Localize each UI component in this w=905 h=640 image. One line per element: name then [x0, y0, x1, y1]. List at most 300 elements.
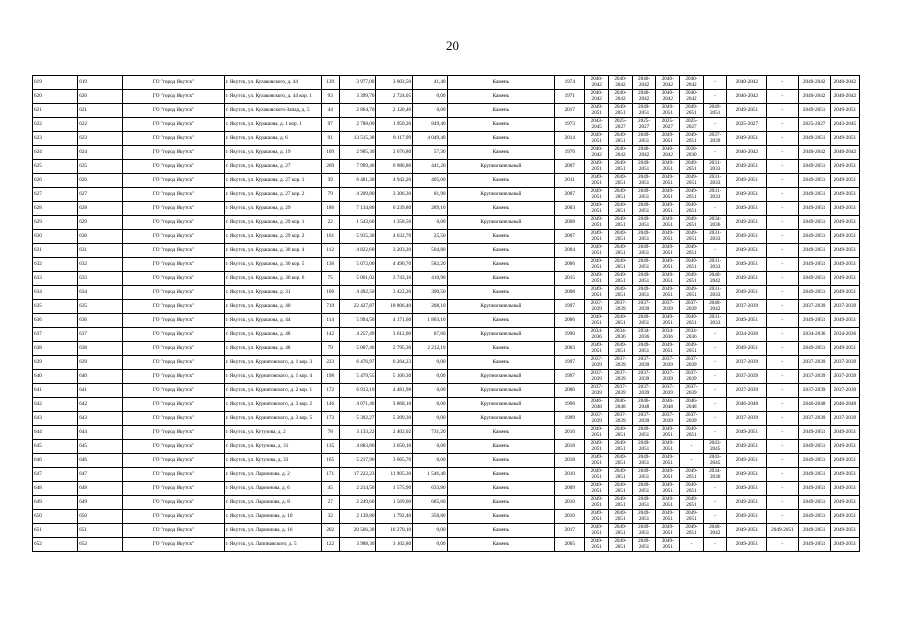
- cell-year-built: 2007: [555, 230, 585, 244]
- cell-sewer-repair: 2037-2039: [680, 412, 704, 426]
- cell-roof-repair: 2049-2051: [585, 286, 609, 300]
- cell-electric-repair: 2037-2039: [727, 384, 767, 398]
- cell-municipality: ГО "город Якутск": [123, 300, 224, 314]
- cell-gas-repair: -: [767, 258, 798, 272]
- cell-basement-repair: 2049-2051: [798, 132, 830, 146]
- cell-year-built: 2010: [555, 426, 585, 440]
- cell-address: г. Якутск, ул. Курнатовского, д. 3 кор. 5: [224, 412, 321, 426]
- cell-roof-repair: 2040-2042: [585, 76, 609, 90]
- cell-year-built: 2006: [555, 314, 585, 328]
- cell-wall-material: Крупнопанельный: [447, 160, 555, 174]
- cell-basement-repair: 2049-2051: [798, 454, 830, 468]
- cell-roof-repair: 2049-2051: [585, 524, 609, 538]
- cell-facade-repair: 2040-2042: [609, 76, 633, 90]
- cell-living-area: 3 743,16: [376, 272, 413, 286]
- cell-residents: 186: [321, 202, 339, 216]
- cell-facade-repair: 2049-2051: [609, 482, 633, 496]
- cell-number: 646: [33, 454, 78, 468]
- cell-roof-repair: 2049-2051: [585, 244, 609, 258]
- cell-electric-repair: 2046-2048: [727, 398, 767, 412]
- cell-water-repair: 2049-2051: [656, 216, 680, 230]
- cell-wall-material: Камень: [447, 90, 555, 104]
- cell-electric-repair: 2049-2051: [727, 244, 767, 258]
- cell-basement-repair: 2049-2051: [798, 482, 830, 496]
- cell-elevator-repair: -: [703, 244, 727, 258]
- cell-municipality: ГО "город Якутск": [123, 90, 224, 104]
- cell-number-2: 643: [78, 412, 123, 426]
- cell-number-2: 622: [78, 118, 123, 132]
- cell-nonliving-area: 208,10: [413, 300, 447, 314]
- cell-electric-repair: 2049-2051: [727, 230, 767, 244]
- cell-nonliving-area: 57,30: [413, 146, 447, 160]
- cell-water-repair: 2037-2039: [656, 370, 680, 384]
- cell-number: 648: [33, 482, 78, 496]
- cell-residents: 719: [321, 300, 339, 314]
- cell-number-2: 645: [78, 440, 123, 454]
- cell-roof-repair: 2037-2039: [585, 412, 609, 426]
- cell-heating-repair: 2049-2051: [632, 496, 656, 510]
- cell-municipality: ГО "город Якутск": [123, 328, 224, 342]
- cell-total-area: 5 007,40: [339, 342, 376, 356]
- cell-basement-repair: 2049-2051: [798, 188, 830, 202]
- cell-sewer-repair: 2049-2051: [680, 524, 704, 538]
- table-row: [33, 510, 860, 524]
- cell-foundation-repair: 2049-2051: [830, 510, 859, 524]
- cell-number-2: 627: [78, 188, 123, 202]
- cell-number: 629: [33, 216, 78, 230]
- cell-number: 632: [33, 258, 78, 272]
- table-row: [33, 132, 860, 146]
- cell-gas-repair: 2049-2051: [767, 524, 798, 538]
- cell-year-built: 1999: [555, 412, 585, 426]
- cell-heating-repair: 2049-2051: [632, 132, 656, 146]
- cell-water-repair: 2049-2051: [656, 258, 680, 272]
- cell-number: 624: [33, 146, 78, 160]
- cell-nonliving-area: 0,00: [413, 524, 447, 538]
- cell-facade-repair: 2049-2051: [609, 202, 633, 216]
- cell-living-area: 2 402,02: [376, 426, 413, 440]
- cell-elevator-repair: 2049-2051: [703, 104, 727, 118]
- cell-address: г. Якутск, ул. Курнатовского, д. 1 кор. 3: [224, 356, 321, 370]
- cell-sewer-repair: 2049-2051: [680, 314, 704, 328]
- cell-sewer-repair: 2028-2030: [680, 146, 704, 160]
- cell-total-area: 2 214,50: [339, 482, 376, 496]
- cell-address: г. Якутск, ул. Курашова, д. 30 кор. 6: [224, 272, 321, 286]
- cell-total-area: 4 071,40: [339, 398, 376, 412]
- cell-year-built: 2008: [555, 216, 585, 230]
- cell-elevator-repair: -: [703, 482, 727, 496]
- cell-gas-repair: -: [767, 188, 798, 202]
- cell-number-2: 620: [78, 90, 123, 104]
- cell-nonliving-area: 0,00: [413, 538, 447, 552]
- cell-municipality: ГО "город Якутск": [123, 356, 224, 370]
- cell-year-built: 1971: [555, 90, 585, 104]
- cell-facade-repair: 2049-2051: [609, 538, 633, 552]
- cell-sewer-repair: -: [680, 440, 704, 454]
- table-row: [33, 342, 860, 356]
- cell-residents: 139: [321, 76, 339, 90]
- cell-facade-repair: 2037-2039: [609, 370, 633, 384]
- cell-foundation-repair: 2049-2051: [830, 454, 859, 468]
- cell-gas-repair: -: [767, 76, 798, 90]
- cell-electric-repair: 2037-2039: [727, 370, 767, 384]
- cell-wall-material: Камень: [447, 118, 555, 132]
- cell-nonliving-area: 849,40: [413, 118, 447, 132]
- cell-water-repair: 2049-2051: [656, 188, 680, 202]
- cell-number-2: 625: [78, 160, 123, 174]
- cell-wall-material: Крупнопанельный: [447, 328, 555, 342]
- cell-basement-repair: 2049-2051: [798, 160, 830, 174]
- table-row: [33, 272, 860, 286]
- cell-foundation-repair: 2046-2048: [830, 398, 859, 412]
- cell-living-area: 1 569,00: [376, 496, 413, 510]
- cell-foundation-repair: 2049-2051: [830, 230, 859, 244]
- cell-address: г. Якутск, ул. Курашова, д. 19: [224, 146, 321, 160]
- cell-municipality: ГО "город Якутск": [123, 160, 224, 174]
- cell-nonliving-area: 87,60: [413, 328, 447, 342]
- cell-living-area: 2 795,30: [376, 342, 413, 356]
- cell-elevator-repair: -: [703, 538, 727, 552]
- cell-heating-repair: 2049-2051: [632, 258, 656, 272]
- cell-electric-repair: 2040-2042: [727, 146, 767, 160]
- cell-total-area: 2 905,30: [339, 146, 376, 160]
- cell-roof-repair: 2049-2051: [585, 440, 609, 454]
- cell-facade-repair: 2040-2042: [609, 90, 633, 104]
- cell-electric-repair: 2049-2051: [727, 314, 767, 328]
- cell-foundation-repair: 2049-2051: [830, 482, 859, 496]
- cell-elevator-repair: 2031-2033: [703, 160, 727, 174]
- cell-water-repair: 2049-2051: [656, 468, 680, 482]
- cell-heating-repair: 2049-2051: [632, 482, 656, 496]
- cell-heating-repair: 2049-2051: [632, 342, 656, 356]
- cell-wall-material: Камень: [447, 230, 555, 244]
- cell-municipality: ГО "город Якутск": [123, 174, 224, 188]
- cell-roof-repair: 2037-2039: [585, 370, 609, 384]
- cell-elevator-repair: 2043-2045: [703, 454, 727, 468]
- cell-electric-repair: 2037-2039: [727, 300, 767, 314]
- cell-address: г. Якутск, ул. Ларионова, д. 6: [224, 482, 321, 496]
- cell-roof-repair: 2049-2051: [585, 482, 609, 496]
- cell-number: 619: [33, 76, 78, 90]
- cell-wall-material: Камень: [447, 426, 555, 440]
- cell-wall-material: Камень: [447, 244, 555, 258]
- cell-sewer-repair: 2037-2039: [680, 384, 704, 398]
- cell-municipality: ГО "город Якутск": [123, 132, 224, 146]
- cell-year-built: 2014: [555, 132, 585, 146]
- cell-residents: 202: [321, 524, 339, 538]
- cell-basement-repair: 2049-2051: [798, 342, 830, 356]
- cell-gas-repair: -: [767, 314, 798, 328]
- cell-basement-repair: 2049-2051: [798, 524, 830, 538]
- cell-wall-material: Крупнопанельный: [447, 412, 555, 426]
- cell-year-built: 2007: [555, 188, 585, 202]
- cell-wall-material: Камень: [447, 538, 555, 552]
- cell-number-2: 641: [78, 384, 123, 398]
- cell-electric-repair: 2049-2051: [727, 132, 767, 146]
- cell-elevator-repair: -: [703, 328, 727, 342]
- cell-municipality: ГО "город Якутск": [123, 230, 224, 244]
- cell-residents: 32: [321, 510, 339, 524]
- cell-electric-repair: 2049-2051: [727, 426, 767, 440]
- cell-wall-material: Камень: [447, 496, 555, 510]
- cell-number-2: 651: [78, 524, 123, 538]
- cell-elevator-repair: 2031-2033: [703, 286, 727, 300]
- cell-total-area: 22 427,87: [339, 300, 376, 314]
- cell-wall-material: Камень: [447, 104, 555, 118]
- cell-total-area: 17 222,23: [339, 468, 376, 482]
- cell-address: г. Якутск, ул. Ларионова, д. 2: [224, 468, 321, 482]
- cell-electric-repair: 2049-2051: [727, 272, 767, 286]
- cell-nonliving-area: 405,00: [413, 174, 447, 188]
- cell-electric-repair: 2049-2051: [727, 538, 767, 552]
- cell-total-area: 5 915,30: [339, 230, 376, 244]
- cell-address: г. Якутск, ул. Курнатовского, д. 1 кор. 4: [224, 370, 321, 384]
- cell-basement-repair: 2040-2042: [798, 146, 830, 160]
- cell-number: 644: [33, 426, 78, 440]
- cell-total-area: 6 913,10: [339, 384, 376, 398]
- cell-municipality: ГО "город Якутск": [123, 342, 224, 356]
- cell-sewer-repair: 2037-2039: [680, 370, 704, 384]
- cell-address: г. Якутск, ул. Кулаковского-Запад, д. 5: [224, 104, 321, 118]
- cell-municipality: ГО "город Якутск": [123, 188, 224, 202]
- cell-heating-repair: 2034-2036: [632, 328, 656, 342]
- cell-address: г. Якутск, ул. Кулаковского, д. 44: [224, 76, 321, 90]
- cell-nonliving-area: 0,00: [413, 104, 447, 118]
- cell-municipality: ГО "город Якутск": [123, 314, 224, 328]
- cell-foundation-repair: 2037-2039: [830, 370, 859, 384]
- cell-heating-repair: 2049-2051: [632, 244, 656, 258]
- cell-water-repair: 2049-2051: [656, 230, 680, 244]
- cell-elevator-repair: -: [703, 426, 727, 440]
- cell-wall-material: Камень: [447, 482, 555, 496]
- cell-foundation-repair: 2040-2042: [830, 76, 859, 90]
- cell-year-built: 2003: [555, 202, 585, 216]
- cell-heating-repair: 2049-2051: [632, 468, 656, 482]
- cell-residents: 161: [321, 230, 339, 244]
- cell-roof-repair: 2049-2051: [585, 104, 609, 118]
- cell-electric-repair: 2049-2051: [727, 286, 767, 300]
- cell-water-repair: 2037-2039: [656, 300, 680, 314]
- cell-foundation-repair: 2037-2039: [830, 356, 859, 370]
- cell-facade-repair: 2037-2039: [609, 356, 633, 370]
- cell-address: г. Якутск, ул. Курашова, д. 48: [224, 328, 321, 342]
- cell-nonliving-area: 0,00: [413, 454, 447, 468]
- cell-total-area: 2 864,70: [339, 104, 376, 118]
- cell-water-repair: 2049-2051: [656, 104, 680, 118]
- cell-municipality: ГО "город Якутск": [123, 258, 224, 272]
- cell-foundation-repair: 2049-2051: [830, 132, 859, 146]
- cell-number-2: 635: [78, 300, 123, 314]
- cell-total-area: 5 994,50: [339, 314, 376, 328]
- cell-electric-repair: 2049-2051: [727, 258, 767, 272]
- cell-nonliving-area: 358,80: [413, 510, 447, 524]
- cell-water-repair: 2049-2051: [656, 132, 680, 146]
- cell-nonliving-area: 731,20: [413, 426, 447, 440]
- cell-residents: 22: [321, 216, 339, 230]
- cell-residents: 135: [321, 440, 339, 454]
- cell-water-repair: 2040-2042: [656, 146, 680, 160]
- cell-wall-material: Крупнопанельный: [447, 398, 555, 412]
- cell-year-built: 2018: [555, 440, 585, 454]
- cell-gas-repair: -: [767, 412, 798, 426]
- cell-gas-repair: -: [767, 468, 798, 482]
- cell-living-area: 8 117,99: [376, 132, 413, 146]
- cell-number-2: 644: [78, 426, 123, 440]
- cell-wall-material: Камень: [447, 272, 555, 286]
- cell-municipality: ГО "город Якутск": [123, 454, 224, 468]
- cell-total-area: 2 249,60: [339, 496, 376, 510]
- cell-living-area: 4 490,70: [376, 258, 413, 272]
- cell-facade-repair: 2025-2027: [609, 118, 633, 132]
- cell-roof-repair: 2049-2051: [585, 174, 609, 188]
- cell-basement-repair: 2040-2042: [798, 90, 830, 104]
- cell-facade-repair: 2049-2051: [609, 426, 633, 440]
- cell-sewer-repair: 2049-2051: [680, 342, 704, 356]
- cell-electric-repair: 2034-2036: [727, 328, 767, 342]
- cell-year-built: 2018: [555, 454, 585, 468]
- cell-address: г. Якутск, ул. Курнатовского, д. 2 кор. 1: [224, 384, 321, 398]
- cell-electric-repair: 2049-2051: [727, 104, 767, 118]
- cell-number: 643: [33, 412, 78, 426]
- table-row: [33, 384, 860, 398]
- cell-foundation-repair: 2049-2051: [830, 496, 859, 510]
- cell-year-built: 1997: [555, 356, 585, 370]
- cell-address: г. Якутск, ул. Курашова, д. 1 кор. 1: [224, 118, 321, 132]
- cell-elevator-repair: 2031-2033: [703, 174, 727, 188]
- cell-foundation-repair: 2049-2051: [830, 524, 859, 538]
- table-row: [33, 482, 860, 496]
- cell-wall-material: Камень: [447, 202, 555, 216]
- cell-living-area: 6 264,23: [376, 356, 413, 370]
- cell-heating-repair: 2040-2042: [632, 146, 656, 160]
- cell-living-area: 4 632,70: [376, 230, 413, 244]
- cell-electric-repair: 2037-2039: [727, 356, 767, 370]
- cell-living-area: 3 665,70: [376, 454, 413, 468]
- cell-foundation-repair: 2037-2039: [830, 300, 859, 314]
- cell-nonliving-area: 2 212,10: [413, 342, 447, 356]
- cell-living-area: 3 422,20: [376, 286, 413, 300]
- cell-nonliving-area: 41,40: [413, 76, 447, 90]
- cell-basement-repair: 2049-2051: [798, 286, 830, 300]
- cell-elevator-repair: -: [703, 356, 727, 370]
- cell-address: г. Якутск, ул. Кулаковского, д. 44 кор. 1: [224, 90, 321, 104]
- cell-facade-repair: 2037-2039: [609, 412, 633, 426]
- cell-heating-repair: 2040-2042: [632, 76, 656, 90]
- cell-electric-repair: 2049-2051: [727, 482, 767, 496]
- cell-number-2: 636: [78, 314, 123, 328]
- cell-water-repair: 2049-2051: [656, 538, 680, 552]
- cell-municipality: ГО "город Якутск": [123, 524, 224, 538]
- table-row: [33, 160, 860, 174]
- cell-residents: 173: [321, 412, 339, 426]
- cell-basement-repair: 2049-2051: [798, 314, 830, 328]
- cell-residents: 198: [321, 370, 339, 384]
- cell-wall-material: Камень: [447, 132, 555, 146]
- cell-year-built: 1973: [555, 118, 585, 132]
- cell-nonliving-area: 582,20: [413, 258, 447, 272]
- cell-water-repair: 2049-2051: [656, 314, 680, 328]
- cell-elevator-repair: -: [703, 90, 727, 104]
- cell-basement-repair: 2049-2051: [798, 272, 830, 286]
- cell-year-built: 1970: [555, 146, 585, 160]
- cell-foundation-repair: 2034-2036: [830, 328, 859, 342]
- cell-total-area: 5 061,02: [339, 272, 376, 286]
- cell-wall-material: Камень: [447, 314, 555, 328]
- cell-number-2: 628: [78, 202, 123, 216]
- cell-sewer-repair: 2049-2051: [680, 496, 704, 510]
- cell-number-2: 647: [78, 468, 123, 482]
- cell-facade-repair: 2049-2051: [609, 272, 633, 286]
- cell-basement-repair: 2049-2051: [798, 538, 830, 552]
- cell-elevator-repair: 2031-2033: [703, 188, 727, 202]
- table-row: [33, 104, 860, 118]
- cell-nonliving-area: 0,00: [413, 356, 447, 370]
- cell-number: 651: [33, 524, 78, 538]
- cell-foundation-repair: 2040-2042: [830, 90, 859, 104]
- cell-heating-repair: 2049-2051: [632, 104, 656, 118]
- cell-electric-repair: 2049-2051: [727, 496, 767, 510]
- page-number: 20: [446, 38, 459, 53]
- cell-nonliving-area: 0,00: [413, 412, 447, 426]
- cell-heating-repair: 2037-2039: [632, 300, 656, 314]
- cell-municipality: ГО "город Якутск": [123, 118, 224, 132]
- cell-year-built: 2006: [555, 258, 585, 272]
- cell-residents: 75: [321, 272, 339, 286]
- cell-number: 622: [33, 118, 78, 132]
- cell-basement-repair: 2049-2051: [798, 496, 830, 510]
- cell-total-area: 3 977,00: [339, 76, 376, 90]
- cell-foundation-repair: 2049-2051: [830, 202, 859, 216]
- cell-sewer-repair: 2049-2051: [680, 426, 704, 440]
- cell-address: г. Якутск, ул. Кутузова, д. 2: [224, 426, 321, 440]
- cell-year-built: 2017: [555, 524, 585, 538]
- cell-gas-repair: -: [767, 90, 798, 104]
- cell-address: г. Якутск, ул. Курашова, д. 27 кор. 1: [224, 174, 321, 188]
- cell-facade-repair: 2049-2051: [609, 496, 633, 510]
- cell-nonliving-area: 390,50: [413, 286, 447, 300]
- cell-number-2: 623: [78, 132, 123, 146]
- table-row: [33, 440, 860, 454]
- cell-living-area: 18 806,40: [376, 300, 413, 314]
- cell-number: 645: [33, 440, 78, 454]
- table-row: [33, 412, 860, 426]
- cell-residents: 269: [321, 160, 339, 174]
- cell-address: г. Якутск, ул. Лаппнавского, д. 5: [224, 538, 321, 552]
- cell-facade-repair: 2049-2051: [609, 244, 633, 258]
- cell-number: 621: [33, 104, 78, 118]
- cell-elevator-repair: 2031-2033: [703, 314, 727, 328]
- cell-roof-repair: 2049-2051: [585, 230, 609, 244]
- cell-roof-repair: 2037-2039: [585, 356, 609, 370]
- cell-sewer-repair: 2037-2039: [680, 356, 704, 370]
- cell-basement-repair: 2049-2051: [798, 244, 830, 258]
- cell-wall-material: Камень: [447, 524, 555, 538]
- cell-address: г. Якутск, ул. Курашова, д. 30 кор. 4: [224, 244, 321, 258]
- cell-elevator-repair: 2034-2036: [703, 468, 727, 482]
- cell-wall-material: Камень: [447, 468, 555, 482]
- cell-number: 623: [33, 132, 78, 146]
- cell-sewer-repair: 2049-2051: [680, 468, 704, 482]
- cell-elevator-repair: -: [703, 384, 727, 398]
- cell-number-2: 642: [78, 398, 123, 412]
- cell-municipality: ГО "город Якутск": [123, 244, 224, 258]
- cell-nonliving-area: 0,00: [413, 384, 447, 398]
- cell-residents: 79: [321, 188, 339, 202]
- cell-roof-repair: 2049-2051: [585, 202, 609, 216]
- cell-address: г. Якутск, ул. Курашова, д. 40: [224, 300, 321, 314]
- cell-heating-repair: 2049-2051: [632, 454, 656, 468]
- cell-gas-repair: -: [767, 538, 798, 552]
